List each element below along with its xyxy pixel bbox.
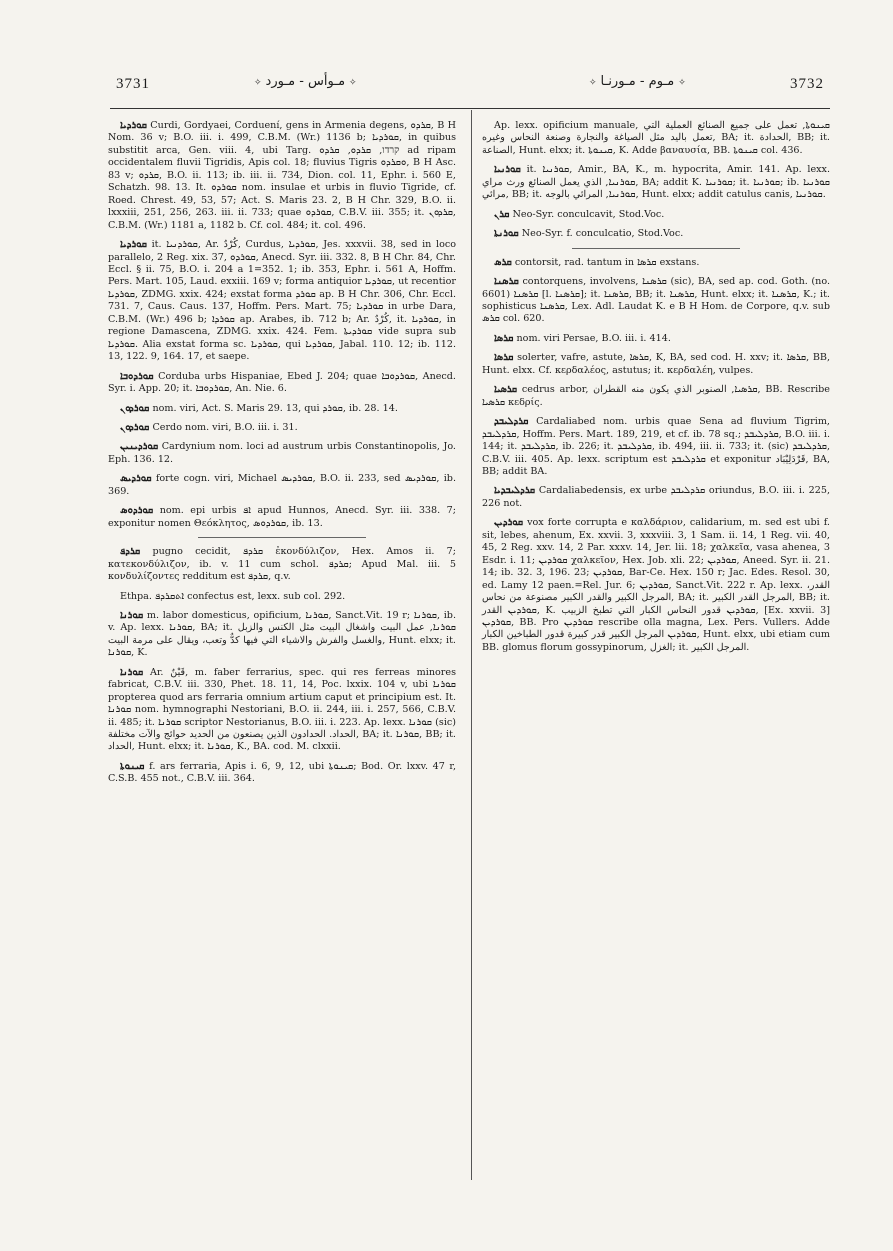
left-page-number: 3731 xyxy=(116,76,150,92)
dictionary-entry xyxy=(108,591,456,603)
entry-definition: Curdi, Gordyaei, Corduení, gens in Armenia degens, ܩܪܕܘ, B H Nom. 36 v; B.O. iii. i. 499, C.B.M. (Wr.) 1136 b; ܩܘܪܕܝܐ, in quibus substitit arca, Gen. viii. 4, ubi Targ. קרדו, ܩܪܕܘ, ܩܪܕܘ ad ripam occidentalem fluvii Tigridis, Apis col. 18; fluvius Tigris ܘܩܪܕܘ, B H Asc. 83 v; ܩܪܕܘ, B.O. ii. 113; ib. iii. ii. 734, Dion. col. 11, Ephr. i. 560 E, Schatzh. 98. 13. It. ܩܘܪܕܘ nom. insulae et urbis in fluvio Tigride, cf. Roed. Chrest. 49, 53, 57; Act. S. Maris 23. 2, B H Chr. 329, B.O. ii. lxxxiii, 251, 256, 263. iii. ii. 733; quae ܩܘܪܕܘ, C.B.V. iii. 355; it. ܩܪܕܘܢ, C.B.M. (Wr.) 1181 a, 1182 b. Cf. col. 484; it. col. 496. xyxy=(108,120,456,231)
entry-definition: nom. viri Persae, B.O. iii. i. 414. xyxy=(516,332,671,344)
dictionary-entry xyxy=(108,239,456,364)
right-running-head xyxy=(585,74,690,89)
diamond-ornament-icon: ✧ xyxy=(349,78,357,88)
entry-definition: m. labor domesticus, opificium, ܩܘܪܢܐ, Sanct.Vit. 19 r; ܩܘܪܢܐ, ib. v. Ap. lexx. ܩܘܪܢܐ, BA; it. ܩܘܪܢܐ, عمل البيت واشغال البيت مثل الكنس والزبل والغسل والفرش والاشياء التي فيها كدٌّ وتعب، ويقال على مرمة البيت, Hunt. elxx; it. ܩܘܪܢܐ, K. xyxy=(108,609,457,659)
entry-headword: ܩܘܪܕܝܐ xyxy=(120,239,147,251)
entry-headword: ܩܪܣܐ xyxy=(494,352,514,364)
diamond-ornament-icon: ✧ xyxy=(678,78,686,88)
entry-headword: ܩܪܕܠܝܒܕ xyxy=(494,416,529,428)
entry-headword: ܩܪܣܐ xyxy=(494,332,514,344)
entry-headword: ܩܘܪܕܝܣ xyxy=(120,473,152,485)
entry-headword: ܩܪܢ xyxy=(494,208,510,220)
entry-headword: ܩܘܪܢܬܐ xyxy=(494,228,519,240)
entry-headword: ܩܘܪܕܘܒܐ xyxy=(120,370,154,382)
entry-definition: it. ܩܘܪܢܝܐ, Amir., BA, K., m. hypocrita, Amir. 141. Ap. lexx. ܩܘܪܢܝܐ, الذي يعمل الصنائع ورث مراي, BA; addit K. ܩܘܪܢܝܐ; it. ܩܘܪܢܝܐ; ib. ܩܘܪܢܝܐ مرائي, BB; it. ܩܘܪܢܝܐ, المرائي بالوجه, Hunt. elxx; addit catulus canis, ܩܘܪܢܝܐ. xyxy=(482,164,831,201)
dictionary-entry xyxy=(482,209,830,221)
entry-definition: contorquens, involvens, ܩܪܣܢܐ (sic), BA, sed ap. cod. Goth. (no. 6601) ܩܪܣܢܐ [l. ܩܪܣܢܐ]; it. ܩܪܣܢܐ, BB; it. ܩܪܣܢܐ, Hunt. elxx; it. ܩܪܣܢܐ, K.; it. sophisticus ܩܪܣܢܐ, Lex. Adl. Laudat K. e B H Hom. de Corpore, q.v. sub ܩܪܣ col. 620. xyxy=(482,276,830,325)
section-separator xyxy=(198,537,366,538)
dictionary-entry xyxy=(482,352,830,377)
entry-definition: solerter, vafre, astute, ܩܪܣܐ, K, BA, sed cod. H. xxv; it. ܩܪܣܐ, BB, Hunt. elxx. Cf. κερδαλέος, astutus; it. κερδαλέη, vulpes. xyxy=(482,352,831,376)
entry-definition: pugno cecidit, ܩܪܕܦ ἐκονδύλιζον, Hex. Amos ii. 7; κατεκονδύλιζον, ib. v. 11 cum schol. ܩܪܕܦ; Apud Mal. iii. 5 κονδυλίζοντες redditum est ܩܪܕܦ, q.v. xyxy=(108,546,457,583)
dictionary-entry xyxy=(108,441,456,466)
entry-definition: f. ars ferraria, Apis i. 6, 9, 12, ubi ܩܝܢܘܬܐ; Bod. Or. lxxv. 47 r, C.S.B. 455 not., C.B.V. iii. 364. xyxy=(108,760,456,785)
entry-headword: ܩܪܣܢܐ xyxy=(494,276,519,288)
right-running-head-text: مـوم - مـورنـا xyxy=(600,74,675,89)
diamond-ornament-icon: ✧ xyxy=(589,78,597,88)
left-running-head-text: مـوأس - مـورد xyxy=(265,74,346,89)
entry-headword: ܩܘܪܢܐ xyxy=(120,666,144,678)
entry-definition: it. ܩܘܪܕܢܝܐ, Ar. كُرْدٌ, Curdus, ܩܘܪܕܝܐ, Jes. xxxvii. 38, sed in loco parallelo, 2 Reg. xix. 37, ܩܘܪܕܘ, Anecd. Syr. iii. 332. 8, B H Chr. 84, Chr. Eccl. § ii. 75, B.O. i. 204 a 1=352. 1; ib. 353, Ephr. i. 561 A, Hoffm. Pers. Mart. 105, Laud. exxiii. 169 v; forma antiquior ܩܘܪܕܝܐ, ut recentior ܩܘܪܕܝܐ, ZDMG. xxix. 424; exstat forma ܩܘܪܕ ap. B H Chr. 306, Chr. Eccl. 731. 7, Caus. Caus. 137, Hoffm. Pers. Mart. 75; ܩܘܪܕܝܐ in urbe Dara, C.B.M. (Wr.) 496 b; ܩܘܪܕܐ ap. Arabes, ib. 712 b; Ar. كُرْدٌ, it. ܩܘܪܕܝܐ, in regione Damascena, ZDMG. xxix. 424. Fem. ܩܘܪܕܝܬܐ vide supra sub ܩܘܪܕܝܐ. Alia exstat forma sc. ܩܘܪܕܝܐ, qui ܩܘܪܕܝܐ, Jabal. 110. 12; ib. 112. 13, 122. 9, 164. 17, et saepe. xyxy=(108,239,456,363)
page-header xyxy=(110,70,830,102)
entry-headword: ܩܘܪܕܘܣ xyxy=(120,505,154,517)
entry-headword: ܩܪܣ xyxy=(494,256,512,268)
dictionary-entry xyxy=(108,371,456,396)
entry-definition: forte cogn. viri, Michael ܩܘܪܕܝܣ, B.O. ii. 233, sed ܩܘܪܕܝܣ, ib. 369. xyxy=(108,473,456,497)
dictionary-entry xyxy=(108,667,456,754)
dictionary-entry xyxy=(108,546,456,583)
entry-headword: ܩܘܪܕܝܐ xyxy=(120,120,147,131)
entry-definition: Ethpa. ܐܬܩܪܕܦ confectus est, lexx. sub col. 292. xyxy=(120,590,346,602)
section-separator xyxy=(572,248,740,249)
entry-headword: ܩܘܪܢܐ xyxy=(120,609,144,621)
dictionary-entry xyxy=(108,505,456,530)
entry-headword: ܩܘܪܕܘܢ xyxy=(120,421,150,433)
dictionary-entry xyxy=(482,257,830,269)
entry-definition: Ap. lexx. opificium manuale, ܩܝܢܘܬܐ, تعمل على جميع الصنائع العملية التي تعمل باليد مثل الصياغة والنجارة وصنعة النحاس وغيره, BA; it. الحدادة, BB; it. الصناعة, Hunt. elxx; it. ܩܝܢܘܬܐ, K. Adde βαναυσία, BB. ܩܝܢܘܬܐ col. 436. xyxy=(482,120,830,156)
dictionary-entry xyxy=(482,228,830,240)
entry-headword: ܩܪܣܝܐ xyxy=(494,384,518,396)
entry-definition: Cardynium nom. loci ad austrum urbis Constantinopolis, Jo. Eph. 136. 12. xyxy=(108,441,456,465)
dictionary-entry xyxy=(108,120,456,232)
dictionary-entry xyxy=(108,610,456,660)
entry-definition: contorsit, rad. tantum in ܩܪܣܐ exstans. xyxy=(514,256,700,268)
dictionary-entry xyxy=(482,333,830,345)
column-divider xyxy=(471,110,472,1180)
entry-definition: Cardaliabedensis, ex urbe ܩܪܕܠܝܒܕ oriundus, B.O. iii. i. 225, 226 not. xyxy=(482,485,830,509)
diamond-ornament-icon: ✧ xyxy=(254,78,262,88)
dictionary-entry xyxy=(482,485,830,510)
entry-definition: Cerdo nom. viri, B.O. iii. i. 31. xyxy=(152,421,298,433)
right-page-number: 3732 xyxy=(790,76,824,92)
entry-headword: ܩܝܢܘܬܐ xyxy=(120,760,145,772)
left-column xyxy=(108,120,456,793)
entry-definition: nom. epi urbis ܐܦ apud Hunnos, Anecd. Syr. iii. 338. 7; exponitur nomen Θεόκλητος, ܩܘܪܕܘܣ, ib. 13. xyxy=(108,505,456,529)
entry-definition: Neo-Syr. f. conculcatio, Stod.Voc. xyxy=(521,228,684,240)
entry-definition: Neo-Syr. conculcavit, Stod.Voc. xyxy=(512,208,665,220)
entry-definition: vox forte corrupta e καλδάριον, calidarium, m. sed est ubi f. sit, lebes, ahenum, Ex. xxvii. 3, xxxviii. 3, 1 Sam. ii. 14, 1 Reg. vii. 40, 45, 2 Reg. xxv. 14, 2 Par. xxxv. 14, Jer. lii. 18; χαλκεῖα, vasa ahenea, 3 Esdr. i. 11; ܩܘܪܕܝܢ χαλκεῖον, Hex. Job. xli. 22; ܩܘܪܕܝܢ, Aneed. Syr. ii. 21. 14; ib. 32. 3, 196. 23; ܩܘܪܕܝܢ, Bar-Ce. Hex. 150 r; Jac. Edes. Resol. 30, ed. Lamy 12 paen.=Rel. Jur. 6; ܩܘܪܕܝܢ, Sanct.Vit. 222 r. Ap. lexx. القدر، المرجل الكبير والقدر الكبير مصنوعة من نحاس, BA; it. المرجل القدر الكبير, BB; it. ܩܘܪܕܝܢ القدر, K. ܩܘܪܕܝܢ قدور النحاس الكبار التي تطبخ الزبيب, [Ex. xxvii. 3] ܩܘܪܕܝܢ, BB. Pro ܩܘܪܕܝܢ rescribe olla magna, Lex. Pers. Vullers. Adde ܩܘܪܕܝܢ المرجل الكبير قدر كبيرة قدور الطباخين الكبار, Hunt. elxx, ubi etiam cum BB. glomus florum gossypinorum, الغزل; it. المرجل الكبير. xyxy=(482,517,831,653)
dictionary-entry xyxy=(482,276,830,326)
entry-definition: cedrus arbor, ܩܪܣܝܐ, الصنوبر الذي يكون منه القطران, BB. Rescribe ܩܪܣܝܐ κεδρίς. xyxy=(482,384,830,408)
entry-definition: nom. viri, Act. S. Maris 29. 13, qui ܩܘܪܕ, ib. 28. 14. xyxy=(152,402,398,414)
entry-headword: ܩܪܕܠܝܒܕܝܐ xyxy=(494,485,536,497)
dictionary-entry xyxy=(108,473,456,498)
entry-headword: ܩܘܪܕܝܢܝܢ xyxy=(120,441,159,453)
dictionary-entry xyxy=(482,416,830,478)
right-column xyxy=(482,120,830,661)
entry-definition: Ar. قَيْنٌ, m. faber ferrarius, spec. qui res ferreas minores fabricat, C.B.V. iii. 330, Phet. 18. 11, 14, Poc. lxxix. 104 v, ubi ܩܘܪܢܐ propterea quod ars ferraria omnium artium caput et principium est. It. ܩܘܪܢܐ nom. hymnographi Nestoriani, B.O. ii. 244, iii. i. 257, 566, C.B.V. ii. 485; it. ܩܘܪܢܐ scriptor Nestorianus, B.O. iii. i. 223. Ap. lexx. ܩܘܪܢܐ (sic) الحداد. الحدادون الذين يصنعون من الحديد حوائج والآت مختلفة, BA; it. ܩܘܪܢܐ, BB; it. الحداد, Hunt. elxx; it. ܩܘܪܢܐ, K., BA. cod. M. clxxii. xyxy=(108,666,456,753)
dictionary-entry xyxy=(482,384,830,409)
entry-headword: ܩܪܕܦ xyxy=(120,546,141,558)
dictionary-entry xyxy=(108,422,456,434)
entry-headword: ܩܘܪܢܝܐ xyxy=(494,164,521,176)
left-running-head xyxy=(250,74,361,89)
dictionary-entry xyxy=(482,517,830,654)
entry-definition: Cardaliabed nom. urbis quae Sena ad fluvium Tigrim, ܩܪܕܠܝܒܕ, Hoffm. Pers. Mart. 189, 219, et cf. ib. 78 sq.; ܩܪܕܠܝܒܕ, B.O. iii. i. 144; it. ܩܪܕܠܝܒܕ, ib. 226; it. ܩܪܕܠܝܒܕ, ib. 494, iii. ii. 733; it. (sic) ܩܪܕܠܝܒܕ, C.B.V. iii. 405. Ap. lexx. scriptum est ܩܪܕܠܝܒܕ et exponitur قَرْدَلِيْبَاد, BA, BB; addit BA. xyxy=(482,416,831,477)
dictionary-entry xyxy=(108,403,456,415)
entry-headword: ܩܘܪܕܝܢ xyxy=(494,517,524,529)
dictionary-entry xyxy=(482,120,830,157)
dictionary-entry xyxy=(482,164,830,201)
header-rule xyxy=(110,108,830,109)
dictionary-entry xyxy=(108,761,456,786)
entry-definition: Corduba urbs Hispaniae, Ebed J. 204; quae ܩܘܪܕܘܒܐ, Anecd. Syr. i. App. 20; it. ܩܘܪܕܘܒܐ, An. Nie. 6. xyxy=(108,370,456,395)
entry-headword: ܩܘܪܕܘܢ xyxy=(120,402,150,414)
